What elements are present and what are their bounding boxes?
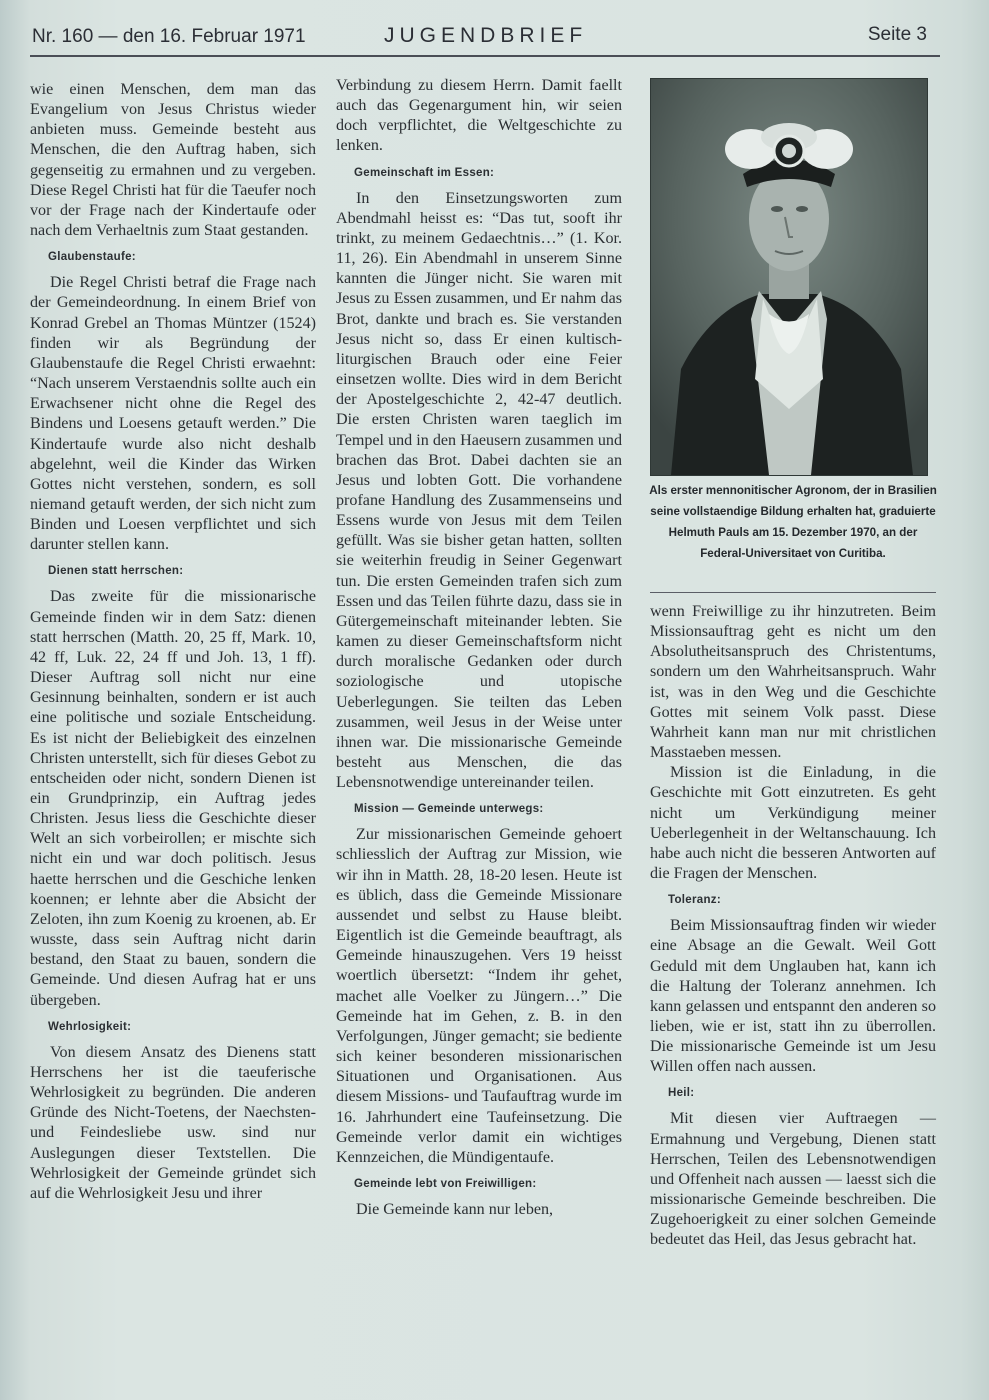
page-number: Seite 3 <box>867 24 927 45</box>
paragraph: Zur missionarischen Gemeinde gehoert schliesslich der Auftrag zur Mission, wie wir ihn in Matth. 28, 18-20 lesen. Heute ist es üblich, dass die Gemeinde Missionare aussendet und selbst zu Hause bleibt. Eigentlich ist die Gemeinde beauftragt, als Gemeinde hinauszugehen. Vers 19 heisst woertlich übersetzt: “Indem ihr gehet, machet alle Voelker zu Jüngern…” Die Gemeinde hat im Gehen, z. B. in den Verfolgungen, Jünger gemacht; sie bediente sich keiner besonderen missionarischen Situationen und Organisationen. Aus diesem Missions- und Taufauftrag wurde im 16. Jahrhundert eine Taufeinsetzung. Die Gemeinde verlor damit ein wichtiges Kennzeichen, die Mündigentaufe. <box>336 826 622 1166</box>
paragraph: Das zweite für die missionarische Gemeinde finden wir in dem Satz: dienen statt herrschen (Matth. 20, 25 ff, Mark. 10, 42 ff, Luk. 22, 24 ff und Joh. 13, 1 ff). Dieser Auftrag soll nicht nur eine Gesinnung beinhalten, sondern er ist auch eine politische und soziale Entscheidung. Es ist nicht der Beliebigkeit des einzelnen Christen unterstellt, sich für dieses Gebot zu entscheiden oder nicht, sondern Dienen ist ein Grundprinzip, ein Auftrag jedes Christen. Jesus liess die Geschichte dieser Welt an sich vorbeirollen; er mischte sich nicht ein und war doch politisch. Jesus haette herrschen und die Geschiche lenken koennen; er lehnte aber die Absicht der Zeloten, ihn zum Koenig zu kroenen, ab. Er wusste, dass sein Auftrag nicht darin bestand, den Staat zu bauen, sondern die Gemeinde. Und diesen Aufrag hat er uns übergeben. <box>30 588 316 1009</box>
paragraph: Die Regel Christi betraf die Frage nach der Gemeindeordnung. In einem Brief von Konrad Grebel an Thomas Müntzer (1524) finden wir als Begründung der Glaubenstaufe die Regel Christi erwaehnt: “Nach unserem Verstaendnis sollte auch ein Erwachsener nicht ohne die Regel des Bindens und Loesens getauft werden.” Die Kindertaufe wurde also nicht deshalb abgelehnt, weil die Kinder das Wirken Gottes nicht verstehen, sondern, es soll niemand getauft werden, der sich nicht zum Binden und Loesen verpflichtet und sich darunter stellen kann. <box>30 274 316 554</box>
section-heading: Dienen statt herrschen: <box>48 565 184 578</box>
page-header <box>32 22 932 52</box>
section-heading: Heil: <box>668 1087 695 1100</box>
section-heading: Toleranz: <box>668 894 721 907</box>
column-2 <box>336 76 622 1220</box>
paragraph: In den Einsetzungsworten zum Abendmahl heisst es: “Das tut, sooft ihr trinkt, zu meinem Gedaechtnis…” (1. Kor. 11, 26). Ein Abendmahl in unserem Sinne kannten die Jünger nicht. Sie waren mit Jesus zu Essen zusammen, und Er nahm das Brot, dankte und brach es. Sie verstanden Jesus nicht so, dass Er einen kultisch-liturgischen Brauch oder eine Feier einsetzen wollte. Dies wird in dem Bericht der Apostelgeschichte 2, 42-47 deutlich. Die ersten Christen waren taeglich im Tempel und in den Haeusern zusammen und brachen das Brot. Dabei dachten sie an Jesus und lobten Gott. Die vorhandene profane Handlung des Zusammenseins und Essens wurde von Jesus mit dem Teilen gefüllt. Was sie bisher getan hatten, sollten sie weiterhin freudig in Seiner Gegenwart tun. Die ersten Gemeinden trafen sich zum Essen und das Teilen führte dazu, dass sie in Gütergemeinschaft miteinander lebten. Sie kamen zu dieser Gemeinschaftsform nicht durch moralische Gedanken oder durch soziologische und utopische Ueberlegungen. Sie teilten das Leben zusammen, weil Jesus in der Weise unter ihnen war. Die missionarische Gemeinde besteht aus Menschen, die das Lebensnotwendige untereinander teilen. <box>336 189 622 792</box>
section-heading: Gemeinde lebt von Freiwilligen: <box>354 1177 537 1190</box>
section-heading: Wehrlosigkeit: <box>48 1020 132 1033</box>
paragraph: Mit diesen vier Auftraegen — Ermahnung und Vergebung, Dienen statt Herrschen, Teilen des Lebensnotwendigen und Offenheit nach aussen — laesst sich die missionarische Gemeinde beschreiben. Die Zugehoerigkeit zu einer solchen Gemeinde bedeutet das Heil, das Jesus gebracht hat. <box>650 1110 936 1249</box>
portrait-illustration <box>651 79 927 475</box>
photo-caption: Als erster mennonitischer Agronom, der in Brasilien seine vollstaendige Bildung erhalten hat, graduierte Helmuth Pauls am 15. Dezember 1970, an der Federal-Universitaet von Curitiba. <box>649 484 937 560</box>
column-3 <box>650 602 936 1251</box>
paragraph: Von diesem Ansatz des Dienens statt Herrschens her ist die taeuferische Wehrlosigkeit zu begründen. Die anderen Gründe des Nicht-Toetens, der Naechsten- und Feindesliebe usw. sind nur Auslegungen dieser Textstellen. Die Wehrlosigkeit der Gemeinde gründet sich auf die Wehrlosigkeit Jesu und ihrer <box>30 1043 316 1202</box>
publication-title: JUGENDBRIEF <box>384 24 588 47</box>
section-heading: Glaubenstaufe: <box>48 251 136 264</box>
paragraph: Beim Missionsauftrag finden wir wieder eine Absage an die Gewalt. Weil Gott Geduld mit dem Unglauben hat, kann ich die Haltung der Toleranz annehmen. Ich kann gelassen und entspannt den anderen so lieben, wie er ist, statt ihn zu überrollen. Die missionarische Gemeinde ist um Jesu Willen offen nach aussen. <box>650 917 936 1076</box>
paragraph: Verbindung zu diesem Herrn. Damit faellt auch das Gegenargument hin, wir seien doch verpflichtet, die Weltgeschichte zu lenken. <box>336 77 622 155</box>
paragraph: Mission ist die Einladung, in die Geschichte mit Gott einzutreten. Es geht nicht um Verkündigung meiner Ueberlegenheit in der Weltanschauung. Ich habe auch nicht die besseren Antworten auf die Fragen der Menschen. <box>650 764 936 883</box>
portrait-photo <box>650 78 928 476</box>
header-rule <box>30 55 940 57</box>
section-heading: Mission — Gemeinde unterwegs: <box>354 803 544 816</box>
paragraph: Die Gemeinde kann nur leben, <box>356 1200 554 1218</box>
issue-date: Nr. 160 — den 16. Februar 1971 <box>32 26 306 47</box>
paragraph: wenn Freiwillige zu ihr hinzutreten. Beim Missionsauftrag geht es nicht um den Absolutheitsanspruch des Christentums, sondern um den Wahrheitsanspruch. Wahr ist, was in den Weg und die Geschichte Gottes mit seinem Volk passt. Diese Wahrheit kann man nur mit christlichen Masstaeben messen. <box>650 603 936 762</box>
paragraph: wie einen Menschen, dem man das Evangelium von Jesus Christus wieder anbieten muss. Gemeinde besteht aus Menschen, die den Auftrag haben, sich gegenseitig zu ermahnen und zu vergeben. Diese Regel Christi hat für die Taeufer noch vor der Frage nach der Kindertaufe oder nach dem Verhaeltnis zum Staat gestanden. <box>30 81 316 240</box>
caption-rule <box>650 592 936 593</box>
section-heading: Gemeinschaft im Essen: <box>354 166 495 179</box>
column-1 <box>30 80 316 1204</box>
